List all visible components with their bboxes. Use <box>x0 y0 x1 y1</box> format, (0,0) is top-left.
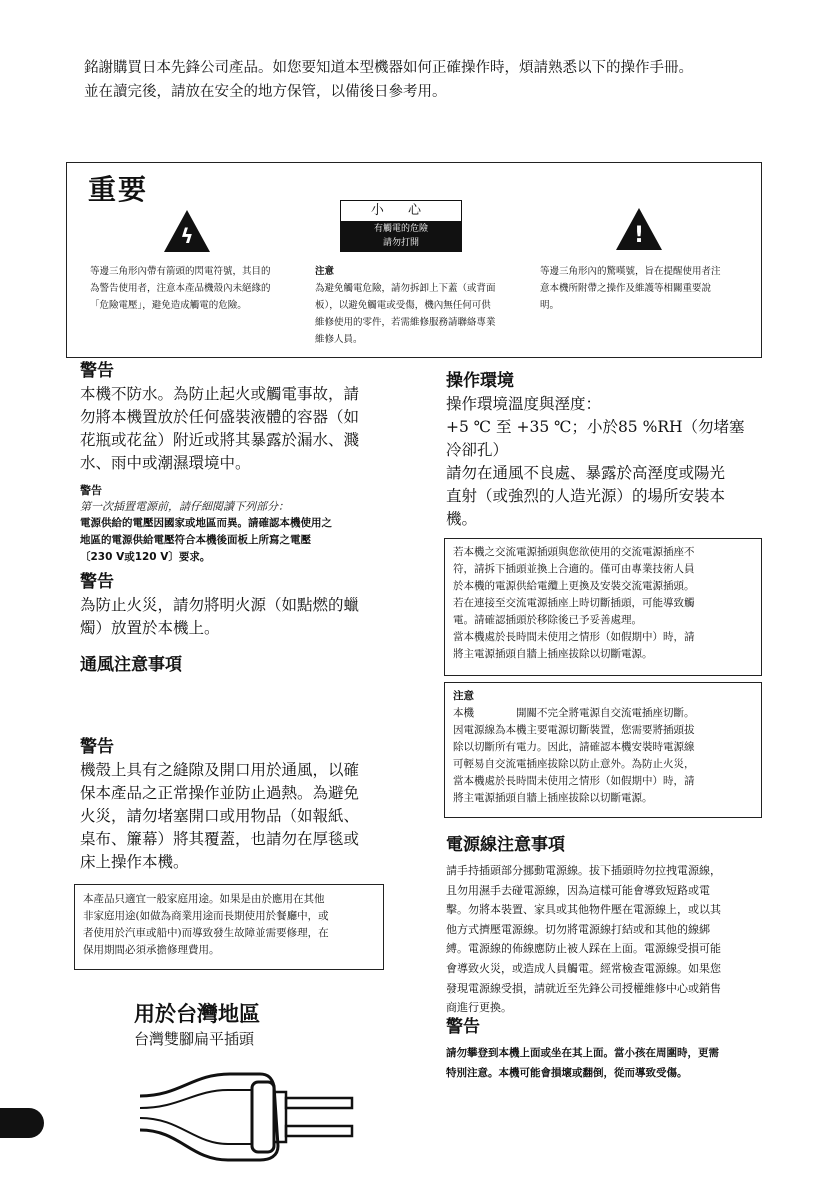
operating-environment: 操作環境 操作環境溫度與溼度： +5 ℃ 至 +35 ℃；小於85 %RH（勿堵塞 冷卻孔） 請勿在通風不良處、暴露於高溼度或陽光 直射（或強烈的人造光源）的場所安裝本 機。 <box>446 366 762 531</box>
ventilation-title: 通風注意事項 <box>80 655 182 675</box>
caution-sub <box>341 221 461 251</box>
voltage-warning: 警告 第一次插置電源前，請仔細閱讀下列部分： 電源供給的電壓因國家或地區而異。請確認本機使用之 地區的電源供給電壓符合本機後面板上所寫之電壓 〔230 V或120 V〕要求。 <box>80 482 392 566</box>
intro-line-1: 銘謝購買日本先鋒公司產品。如您要知道本型機器如何正確操作時，煩請熟悉以下的操作手冊。 <box>84 60 693 76</box>
intro-text <box>84 56 784 104</box>
warning-water-text: 本機不防水。為防止起火或觸電事故，請 勿將本機置放於任何盛裝液體的容器（如 花瓶或花盆）附近或將其暴露於漏水、濺 水、雨中或潮濕環境中。 <box>80 385 360 472</box>
caution-explanation: 注意 為避免觸電危險，請勿拆卸上下蓋（或背面 板），以避免觸電或受傷，機內無任何可供 維修使用的零件，若需維修服務請聯絡專業 維修人員。 <box>315 263 537 348</box>
climb-warning: 警告 請勿攀登到本機上面或坐在其上面。當小孩在周圍時，更需 特別注意。本機可能會損壞或翻倒，從而導致受傷。 <box>446 1012 768 1083</box>
ac-plug-notice: 若本機之交流電源插頭與您欲使用的交流電源插座不 符，請拆下插頭並換上合適的。僅可由專業技術人員 於本機的電源供給電纜上更換及安裝交流電源插頭。 若在連接至交流電源插座上時切斷插頭，可能導致觸 電。請確認插頭於移除後已予妥善處理。 當本機處於長時間未使用之情形（如假期中）時，請 將主電源插頭自牆上插座拔除以切斷電源。 <box>444 538 762 676</box>
warning-voltage-intro: 第一次插置電源前，請仔細閱讀下列部分： <box>80 500 289 513</box>
caution-label <box>340 200 462 252</box>
important-title: 重要 <box>88 173 149 206</box>
cord-title: 電源線注意事項 <box>446 835 565 855</box>
climb-warning-title: 警告 <box>446 1017 480 1037</box>
warning-voltage-title: 警告 <box>80 484 102 497</box>
intro-line-2: 並在讀完後，請放在安全的地方保管，以備後日參考用。 <box>84 84 447 100</box>
env-title: 操作環境 <box>446 371 514 391</box>
page-tab-marker <box>0 1108 44 1138</box>
lightning-warning-icon: ϟ <box>164 210 210 252</box>
warning-fire-title: 警告 <box>80 572 114 592</box>
taiwan-title: 用於台灣地區 <box>134 1002 260 1026</box>
exclamation-warning-icon: ! <box>616 208 662 250</box>
lightning-explanation: 等邊三角形內帶有箭頭的閃電符號，其目的 為警告使用者，注意本產品機殼內未絕緣的 「危險電壓」，避免造成觸電的危險。 <box>90 266 271 311</box>
household-use-notice: 本產品只適宜一般家庭用途。如果是由於應用在其他 非家庭用途(如做為商業用途而長期使用於餐廳中，或 者使用於汽車或船中)而導致發生故障並需要修理，在 保用期間必須承擔修理費用。 <box>74 884 384 970</box>
exclamation-explanation: 等邊三角形內的驚嘆號，旨在提醒使用者注 意本機所附帶之操作及維護等相關重要說 明。 <box>540 266 721 311</box>
warning-vent-title: 警告 <box>80 737 114 757</box>
caution-sub-2: 請勿打開 <box>382 238 419 248</box>
flat-plug-icon <box>140 1052 380 1184</box>
ventilation-warning: 警告 機殼上具有之縫隙及開口用於通風，以確 保本產品之正常操作並防止過熱。為避免 火災，請勿堵塞開口或用物品（如報紙、 桌布、簾幕）將其覆蓋，也請勿在厚毯或 床上操作本機。 <box>80 732 392 874</box>
taiwan-subtitle: 台灣雙腳扁平插頭 <box>134 1030 255 1048</box>
caution-note-title: 注意 <box>315 266 335 277</box>
power-cord-section: 電源線注意事項 請手持插頭部分挪動電源線。拔下插頭時勿拉拽電源線， 且勿用濕手去碰電源線，因為這樣可能會導致短路或電 擊。勿將本裝置、家具或其他物件壓在電源線上，或以其 他方式擠壓電源線。切勿將電源線打結或和其他的線綁 縛。電源線的佈線應防止被人踩在上面。電源線受損可能 會導致火災，或造成人員觸電。經常檢查電源線。如果您 發現電源線受損，請就近至先鋒公司授權維修中心或銷售 商進行更換。 <box>446 830 766 1018</box>
power-switch-notice: 注意 本機 開關不完全將電源自交流電插座切斷。 因電源線為本機主要電源切斷裝置，您需要將插頭拔 除以切斷所有電力。因此，請確認本機安裝時電源線 可輕易自交流電插座拔除以防止意外。為防止火災， 當本機處於長時間未使用之情形（如假期中）時，請 將主電源插頭自牆上插座拔除以切斷電源。 <box>444 682 762 818</box>
fire-warning: 警告 為防止火災，請勿將明火源（如點燃的蠟 燭）放置於本機上。 <box>80 567 390 640</box>
warning-water-title: 警告 <box>80 361 114 381</box>
left-column <box>80 356 390 475</box>
power-switch-note-title: 注意 <box>453 690 474 702</box>
caution-title: 小 心 <box>370 203 432 218</box>
caution-sub-1: 有觸電的危險 <box>373 224 428 234</box>
